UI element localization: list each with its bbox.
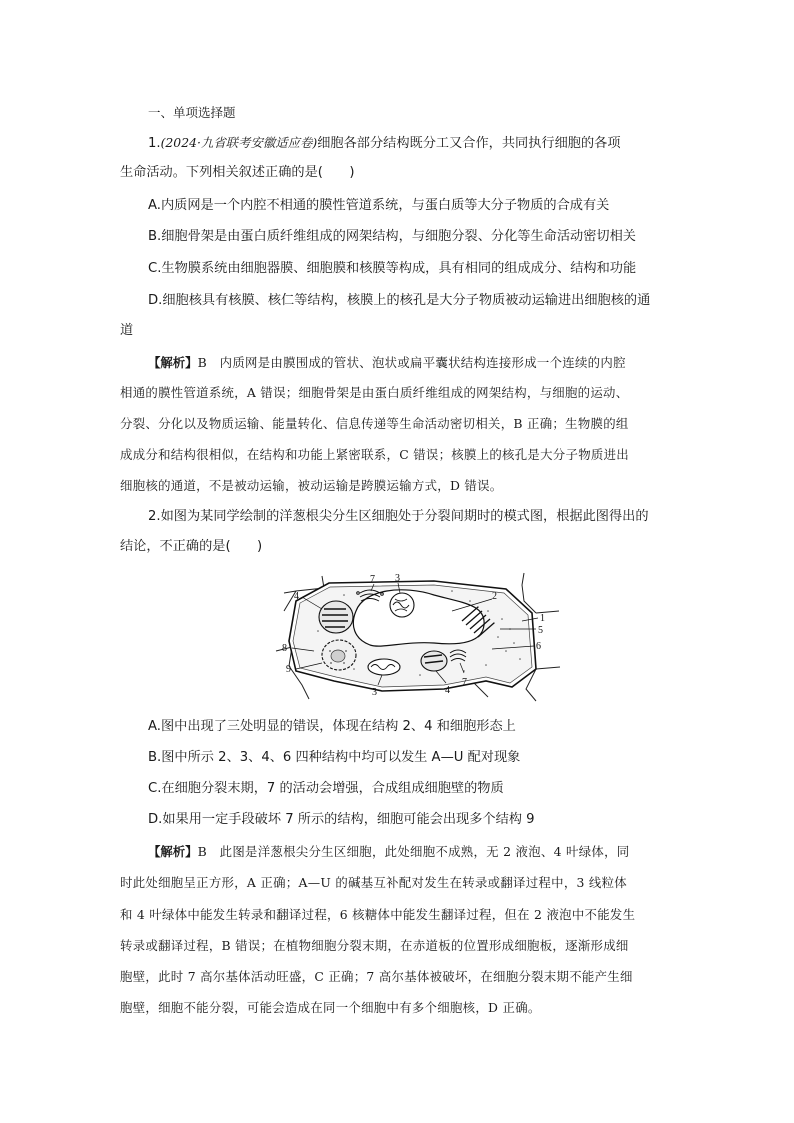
q2-analysis-tag: 【解析】	[148, 844, 198, 859]
label-4-left: 4	[294, 591, 299, 602]
q1-analysis-line5: 细胞核的通道，不是被动运输，被动运输是跨膜运输方式，D 错误。	[120, 478, 503, 493]
label-9: 9	[286, 664, 291, 675]
q2-option-c: C.在细胞分裂末期，7 的活动会增强，合成组成细胞壁的物质	[148, 781, 504, 796]
q2-analysis-line5: 胞壁，此时 7 高尔基体活动旺盛，C 正确；7 高尔基体被破坏，在细胞分裂末期不能产生细	[120, 969, 633, 984]
q2-analysis-text: B 此图是洋葱根尖分生区细胞，此处细胞不成熟，无 2 液泡、4 叶绿体，同	[197, 844, 630, 859]
q1-number: 1.	[148, 136, 161, 151]
q1-analysis-line2: 相通的膜性管道系统，A 错误；细胞骨架是由蛋白质纤维组成的网架结构，与细胞的运动、	[120, 385, 629, 400]
label-5: 5	[538, 625, 543, 636]
label-4-bottom: 4	[445, 685, 450, 696]
q1-analysis-line4: 成成分和结构很相似，在结构和功能上紧密联系，C 错误；核膜上的核孔是大分子物质进出	[120, 447, 629, 462]
nucleus	[322, 640, 356, 670]
q2-stem-line2: 结论，不正确的是( )	[120, 539, 263, 554]
q2-option-b: B.图中所示 2、3、4、6 四种结构中均可以发生 A—U 配对现象	[148, 750, 521, 765]
q2-option-d: D.如果用一定手段破坏 7 所示的结构，细胞可能会出现多个结构 9	[148, 812, 535, 827]
q2-analysis-line3: 和 4 叶绿体中能发生转录和翻译过程，6 核糖体中能发生翻译过程，但在 2 液泡中不能发生	[120, 907, 636, 922]
mitochondrion-bottom	[368, 659, 400, 675]
q2-option-a: A.图中出现了三处明显的错误，体现在结构 2、4 和细胞形态上	[148, 719, 516, 734]
label-1: 1	[540, 613, 545, 624]
label-7-top: 7	[370, 574, 375, 585]
q2-analysis-line1	[148, 843, 629, 861]
section-title: 一、单项选择题	[148, 105, 236, 120]
q1-option-d-line1: D.细胞核具有核膜、核仁等结构，核膜上的核孔是大分子物质被动运输进出细胞核的通	[148, 293, 651, 308]
q1-analysis-text: B 内质网是由膜围成的管状、泡状或扁平囊状结构连接形成一个连续的内腔	[197, 355, 626, 370]
q2-analysis-line4: 转录或翻译过程，B 错误；在植物细胞分裂末期，在赤道板的位置形成细胞板，逐渐形成细	[120, 938, 629, 953]
label-7-bottom: 7	[462, 677, 467, 688]
q1-stem-text: 细胞各部分结构既分工又合作，共同执行细胞的各项	[317, 136, 621, 151]
label-8: 8	[282, 643, 287, 654]
q1-stem-line2: 生命活动。下列相关叙述正确的是( )	[120, 165, 355, 180]
q2-stem-text: 如图为某同学绘制的洋葱根尖分生区细胞处于分裂间期时的模式图，根据此图得出的	[160, 509, 649, 524]
q1-analysis-tag: 【解析】	[148, 355, 198, 370]
q1-option-a: A.内质网是一个内腔不相通的膜性管道系统，与蛋白质等大分子物质的合成有关	[148, 198, 610, 213]
label-6: 6	[536, 641, 541, 652]
label-3-top: 3	[395, 573, 400, 584]
q1-analysis-line3: 分裂、分化以及物质运输、能量转化、信息传递等生命活动密切相关，B 正确；生物膜的组	[120, 416, 629, 431]
q1-option-c: C.生物膜系统由细胞器膜、细胞膜和核膜等构成，具有相同的组成成分、结构和功能	[148, 261, 637, 276]
q2-number: 2.	[148, 509, 161, 524]
label-3-bottom: 3	[372, 687, 377, 698]
chloroplast-top-left	[319, 601, 353, 633]
q2-analysis-line6: 胞壁，细胞不能分裂，可能会造成在同一个细胞中有多个细胞核，D 正确。	[120, 1000, 541, 1015]
q2-stem-line1	[148, 508, 649, 526]
q1-analysis-line1	[148, 354, 626, 372]
label-2: 2	[492, 591, 497, 602]
mitochondrion-top	[390, 593, 414, 617]
q1-option-b: B.细胞骨架是由蛋白质纤维组成的网架结构，与细胞分裂、分化等生命活动密切相关	[148, 229, 636, 244]
q1-stem-line1	[148, 134, 621, 153]
q1-option-d-line2: 道	[120, 323, 134, 338]
q2-analysis-line2: 时此处细胞呈正方形，A 正确；A—U 的碱基互补配对发生在转录或翻译过程中，3 线粒体	[120, 875, 627, 890]
cell-diagram	[274, 571, 574, 703]
chloroplast-bottom	[421, 651, 447, 671]
q1-source: (2024·九省联考安徽适应卷)	[160, 135, 318, 150]
